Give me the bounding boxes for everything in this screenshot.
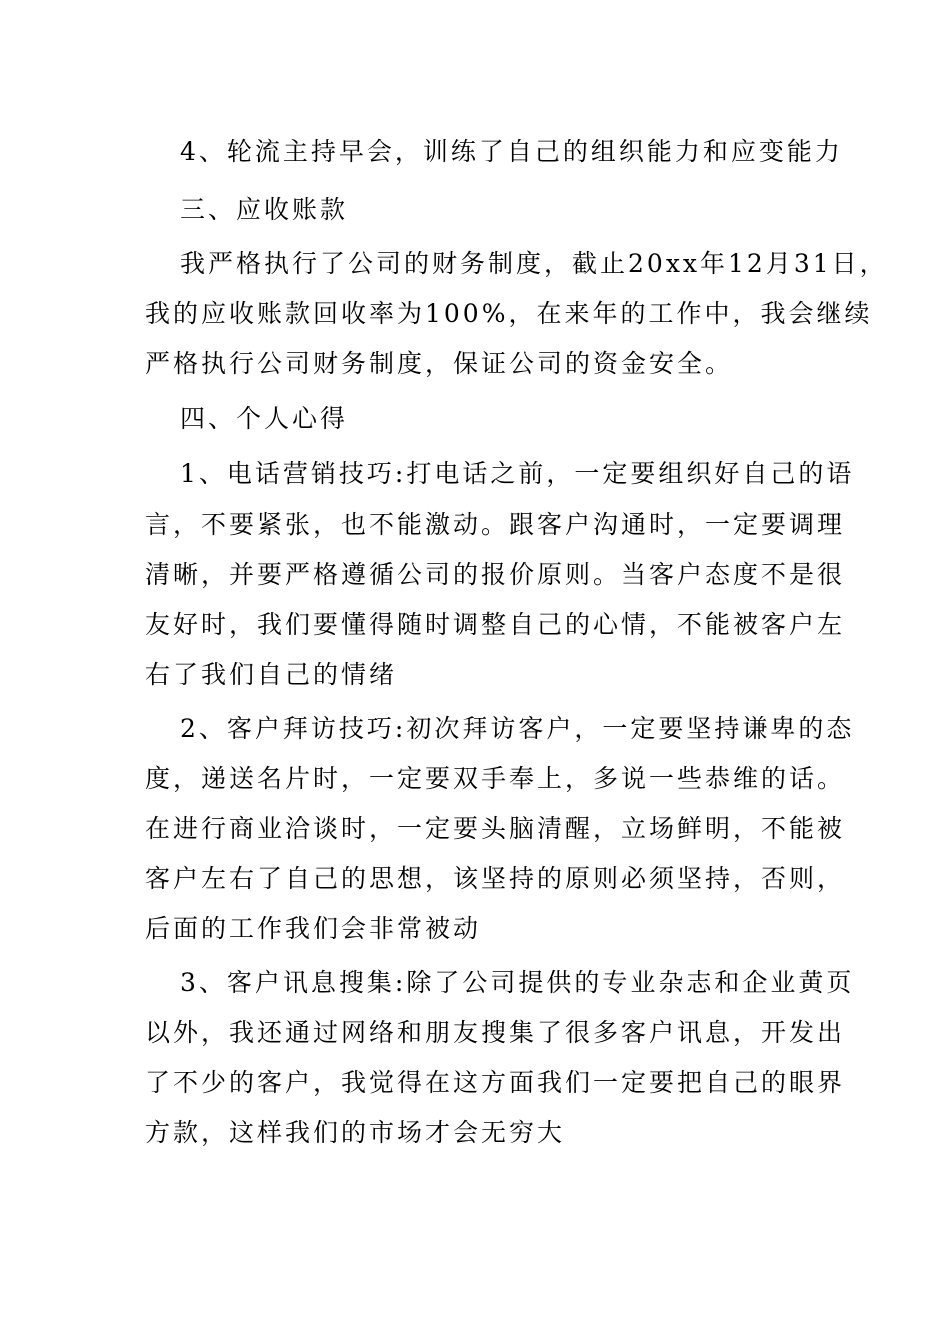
text-line-3: 我严格执行了公司的财务制度，截止20xx年12月31日， [180,249,888,278]
text-line-14: 在进行商业洽谈时，一定要头脑清醒，立场鲜明，不能被 [145,814,846,843]
text-line-16: 后面的工作我们会非常被动 [145,914,482,943]
text-line-11: 右了我们自己的情绪 [145,660,398,689]
text-line-13: 度，递送名片时，一定要双手奉上，多说一些恭维的话。 [145,764,846,793]
text-line-8: 言，不要紧张，也不能激动。跟客户沟通时，一定要调理 [145,510,846,539]
text-line-18: 以外，我还通过网络和朋友搜集了很多客户讯息，开发出 [145,1018,846,1047]
text-line-7: 1、电话营销技巧:打电话之前，一定要组织好自己的语 [180,459,855,488]
text-line-10: 友好时，我们要懂得随时调整自己的心情，不能被客户左 [145,610,846,639]
text-line-5: 严格执行公司财务制度，保证公司的资金安全。 [145,349,734,378]
text-line-19: 了不少的客户，我觉得在这方面我们一定要把自己的眼界 [145,1068,846,1097]
text-line-1: 4、轮流主持早会，训练了自己的组织能力和应变能力 [180,137,843,166]
section-heading-4: 四、个人心得 [180,404,349,433]
text-line-9: 清晰，并要严格遵循公司的报价原则。当客户态度不是很 [145,560,846,589]
text-line-20: 方款，这样我们的市场才会无穷大 [145,1118,566,1147]
text-line-17: 3、客户讯息搜集:除了公司提供的专业杂志和企业黄页 [180,968,855,997]
section-heading-3: 三、应收账款 [180,195,349,224]
text-line-4: 我的应收账款回收率为100%，在来年的工作中，我会继续 [145,299,873,328]
text-line-12: 2、客户拜访技巧:初次拜访客户，一定要坚持谦卑的态 [180,714,855,743]
text-line-15: 客户左右了自己的思想，该坚持的原则必须坚持，否则， [145,864,846,893]
